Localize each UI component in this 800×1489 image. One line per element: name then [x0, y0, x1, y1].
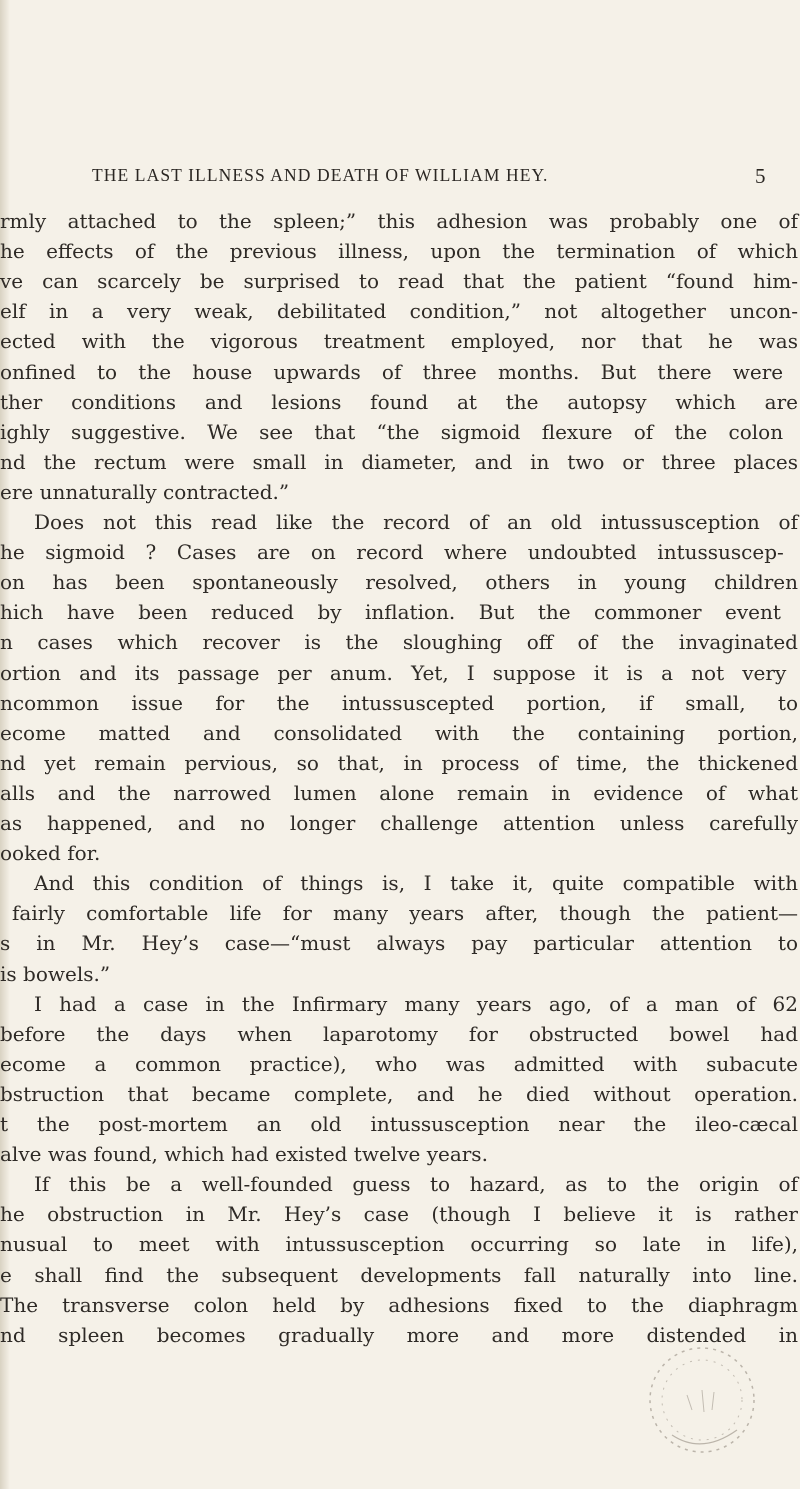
- text-line: he obstruction in Mr. Hey’s case (though I believe it is rather: [0, 1202, 798, 1227]
- text-line: is bowels.”: [0, 961, 111, 986]
- text-line: If this be a well-founded guess to hazard, as to the origin of: [34, 1172, 798, 1197]
- text-line: e shall find the subsequent developments fall naturally into line.: [0, 1262, 798, 1287]
- library-stamp: [642, 1340, 762, 1460]
- text-line: he sigmoid ? Cases are on record where undoubted intussuscep-: [0, 540, 784, 565]
- text-line: nd spleen becomes gradually more and more distended in: [0, 1322, 798, 1347]
- running-head-title: THE LAST ILLNESS AND DEATH OF WILLIAM HEY.: [92, 165, 549, 185]
- text-line: alve was found, which had existed twelve years.: [0, 1142, 488, 1167]
- text-line: n cases which recover is the sloughing off of the invaginated: [0, 630, 798, 655]
- text-line: before the days when laparotomy for obstructed bowel had: [0, 1021, 798, 1046]
- text-line: fairly comfortable life for many years after, though the patient—: [12, 901, 798, 926]
- text-line: elf in a very weak, debilitated condition,” not altogether uncon-: [0, 299, 798, 324]
- text-line: The transverse colon held by adhesions fixed to the diaphragm: [0, 1292, 798, 1317]
- running-head: [0, 165, 800, 195]
- text-line: rmly attached to the spleen;” this adhesion was probably one of: [0, 209, 798, 233]
- text-line: Does not this read like the record of an old intussusception of: [34, 510, 798, 534]
- page-number: 5: [755, 164, 766, 188]
- text-line: ve can scarcely be surprised to read that the patient “found him-: [0, 269, 798, 294]
- text-line: s in Mr. Hey’s case—“must always pay particular attention to: [0, 931, 798, 956]
- text-line: ncommon issue for the intussuscepted portion, if small, to: [0, 690, 798, 715]
- text-line: he effects of the previous illness, upon the termination of which: [0, 239, 798, 264]
- text-line: nusual to meet with intussusception occurring so late in life),: [0, 1232, 798, 1257]
- text-line: hich have been reduced by inflation. But the commoner event: [0, 600, 781, 625]
- text-line: alls and the narrowed lumen alone remain in evidence of what: [0, 780, 798, 805]
- text-line: on has been spontaneously resolved, others in young children: [0, 570, 798, 595]
- text-line: ere unnaturally contracted.”: [0, 479, 290, 504]
- text-line: I had a case in the Infirmary many years ago, of a man of 62: [34, 991, 798, 1016]
- text-line: ected with the vigorous treatment employed, nor that he was: [0, 329, 798, 354]
- text-line: ecome a common practice), who was admitted with subacute: [0, 1051, 798, 1076]
- text-line: ortion and its passage per anum. Yet, I suppose it is a not very: [0, 660, 787, 685]
- text-line: bstruction that became complete, and he died without operation.: [0, 1081, 798, 1106]
- text-line: as happened, and no longer challenge attention unless carefully: [0, 811, 798, 835]
- text-line: ecome matted and consolidated with the containing portion,: [0, 720, 798, 745]
- text-line: ther conditions and lesions found at the autopsy which are: [0, 389, 798, 414]
- text-line: nd the rectum were small in diameter, and in two or three places: [0, 449, 798, 474]
- text-line: ooked for.: [0, 841, 101, 866]
- text-line: And this condition of things is, I take it, quite compatible with: [34, 871, 798, 896]
- text-line: t the post-mortem an old intussusception near the ileo-cæcal: [0, 1112, 798, 1136]
- text-line: ighly suggestive. We see that “the sigmoid flexure of the colon: [0, 419, 784, 444]
- text-line: nd yet remain pervious, so that, in process of time, the thickened: [0, 750, 798, 775]
- text-line: onfined to the house upwards of three months. But there were: [0, 359, 784, 384]
